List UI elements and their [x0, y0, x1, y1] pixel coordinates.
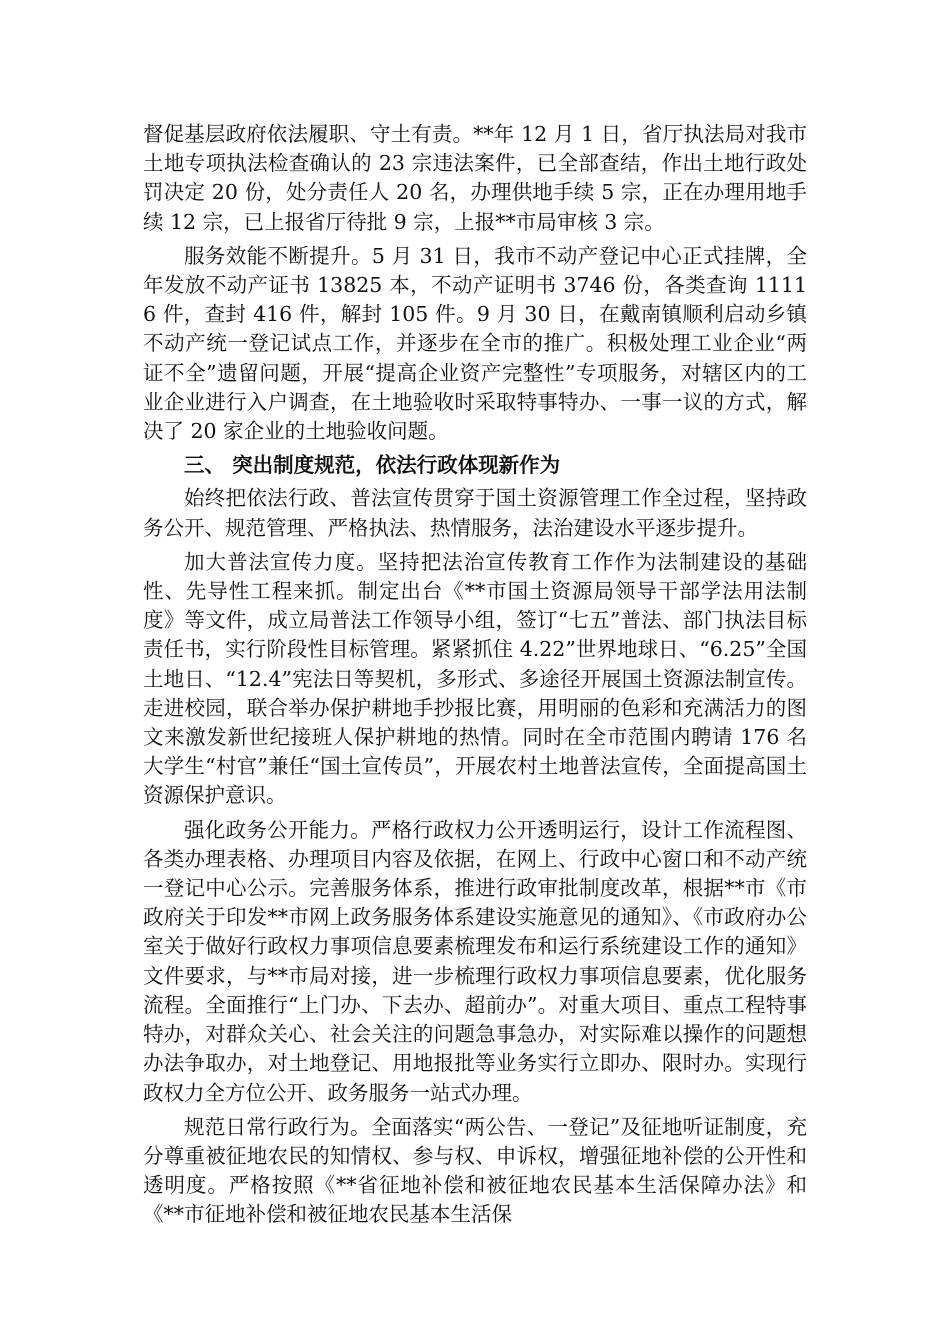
paragraph-administrative-conduct: 规范日常行政行为。全面落实“两公告、一登记”及征地听证制度，充分尊重被征地农民的知情权、参与权、申诉权，增强征地补偿的公开性和透明度。严格按照《**省征地补偿和被征地农民基本生活保障办法》和《**市征地补偿和被征地农民基本生活保: [143, 1114, 807, 1227]
section-heading: 三、 突出制度规范，依法行政体现新作为: [184, 453, 561, 478]
paragraph-government-openness: 强化政务公开能力。严格行政权力公开透明运行，设计工作流程图、各类办理表格、办理项目内容及依据，在网上、行政中心窗口和不动产统一登记中心公示。完善服务体系，推进行政审批制度改革，根据**市《市政府关于印发**市网上政务服务体系建设实施意见的通知》、《市政府办公室关于做好行政权力事项信息要素梳理发布和运行系统建设工作的通知》文件要求，与**市局对接，进一步梳理行政权力事项信息要素，优化服务流程。全面推行“上门办、下去办、超前办”。对重大项目、重点工程特事特办，对群众关心、社会关注的问题急事急办，对实际难以操作的问题想办法争取办，对土地登记、用地报批等业务实行立即办、限时办。实现行政权力全方位公开、政务服务一站式办理。: [143, 817, 807, 1105]
paragraph-section-intro: 始终把依法行政、普法宣传贯穿于国土资源管理工作全过程，坚持政务公开、规范管理、严格执法、热情服务，法治建设水平逐步提升。: [143, 486, 807, 540]
paragraph-law-publicity: 加大普法宣传力度。坚持把法治宣传教育工作作为法制建设的基础性、先导性工程来抓。制定出台《**市国土资源局领导干部学法用法制度》等文件，成立局普法工作领导小组，签订“七五”普法、部门执法目标责任书，实行阶段性目标管理。紧紧抓住 4.22”世界地球日、“6.25”全国土地日、“12.4”宪法日等契机，多形式、多途径开展国土资源法制宣传。走进校园，联合举办保护耕地手抄报比赛，用明丽的色彩和充满活力的图文来激发新世纪接班人保护耕地的热情。同时在全市范围内聘请 176 名大学生“村官”兼任“国土宣传员”，开展农村土地普法宣传，全面提高国土资源保护意识。: [143, 549, 807, 808]
paragraph-continued: 督促基层政府依法履职、守土有责。**年 12 月 1 日，省厅执法局对我市土地专项执法检查确认的 23 宗违法案件，已全部查结，作出土地行政处罚决定 20 份，处分责任人 20 名，办理供地手续 5 宗，正在办理用地手续 12 宗，已上报省厅待批 9 宗，上报**市局审核 3 宗。: [143, 122, 807, 234]
paragraph-service-efficiency: 服务效能不断提升。5 月 31 日，我市不动产登记中心正式挂牌，全年发放不动产证书 13825 本，不动产证明书 3746 份，各类查询 11116 件，查封 416 件，解封 105 件。9 月 30 日，在戴南镇顺利启动乡镇不动产统一登记试点工作，并逐步在全市的推广。积极处理工业企业“两证不全”遗留问题，开展“提高企业资产完整性”专项服务，对辖区内的工业企业进行入户调查，在土地验收时采取特事特办、一事一议的方式，解决了 20 家企业的土地验收问题。: [143, 243, 807, 444]
document-body: [143, 120, 807, 1235]
